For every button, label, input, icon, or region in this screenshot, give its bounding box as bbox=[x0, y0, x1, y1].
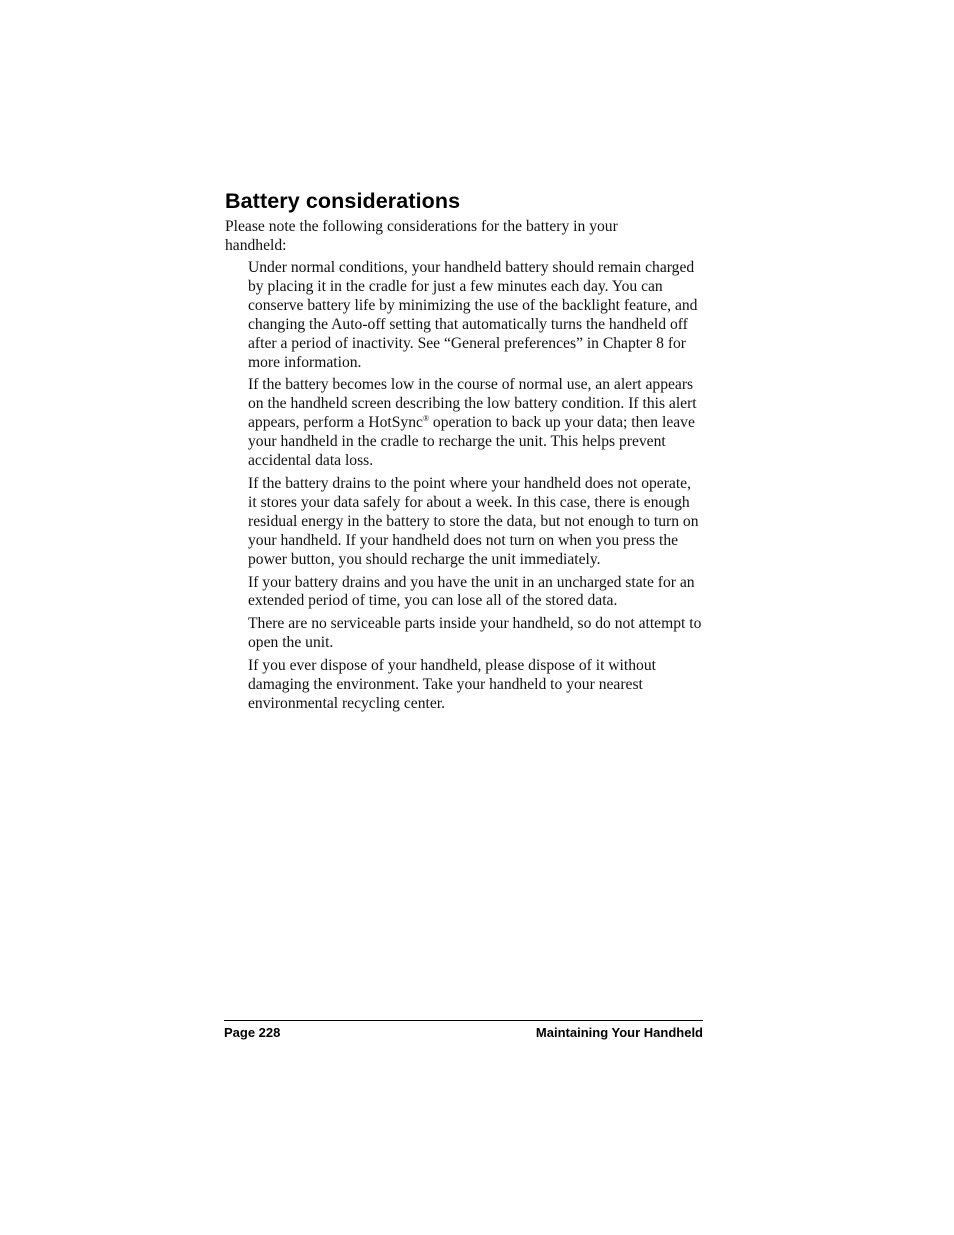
list-item-drained-battery: If the battery drains to the point where your handheld does not operate, it stores your data safely for about a week. In this case, there is enough residual energy in the battery to store the data, but not enough to turn on your handheld. If your handheld does not turn on when you press the power button, you should recharge the unit immediately. bbox=[248, 474, 699, 568]
list-item-disposal: If you ever dispose of your handheld, please dispose of it without damaging the environment. Take your handheld to your nearest environmental recycling center. bbox=[248, 657, 656, 712]
page-content bbox=[225, 186, 703, 718]
registered-mark: ® bbox=[422, 414, 430, 424]
low-battery-text-start: If the battery becomes low in the course of normal use, an alert appears on the handheld screen describing the low battery condition. If this alert appears, perform a HotSync bbox=[248, 376, 697, 432]
page-number: Page 228 bbox=[224, 1025, 281, 1040]
list-item-charging: Under normal conditions, your handheld battery should remain charged by placing it in the cradle for just a few minutes each day. You can conserve battery life by minimizing the use of the backlight feature, and changing the Auto-off setting that automatically turns the handheld off after a period of inactivity. See “General preferences” in Chapter 8 for more information. bbox=[248, 259, 698, 371]
low-battery-text-end: operation to back up your data; then leave your handheld in the cradle to recharge the unit. This helps prevent accidental data loss. bbox=[248, 414, 695, 470]
chapter-title: Maintaining Your Handheld bbox=[535, 1025, 703, 1040]
section-heading: Battery considerations bbox=[225, 189, 461, 213]
list-item-uncharged-state: If your battery drains and you have the unit in an uncharged state for an extended period of time, you can lose all of the stored data. bbox=[248, 573, 695, 610]
intro-paragraph: Please note the following considerations for the battery in your handheld: bbox=[225, 218, 618, 254]
list-item-serviceable-parts: There are no serviceable parts inside your handheld, so do not attempt to open the unit. bbox=[248, 615, 702, 652]
list-item-low-battery bbox=[248, 376, 703, 471]
page-footer bbox=[224, 1020, 703, 1041]
